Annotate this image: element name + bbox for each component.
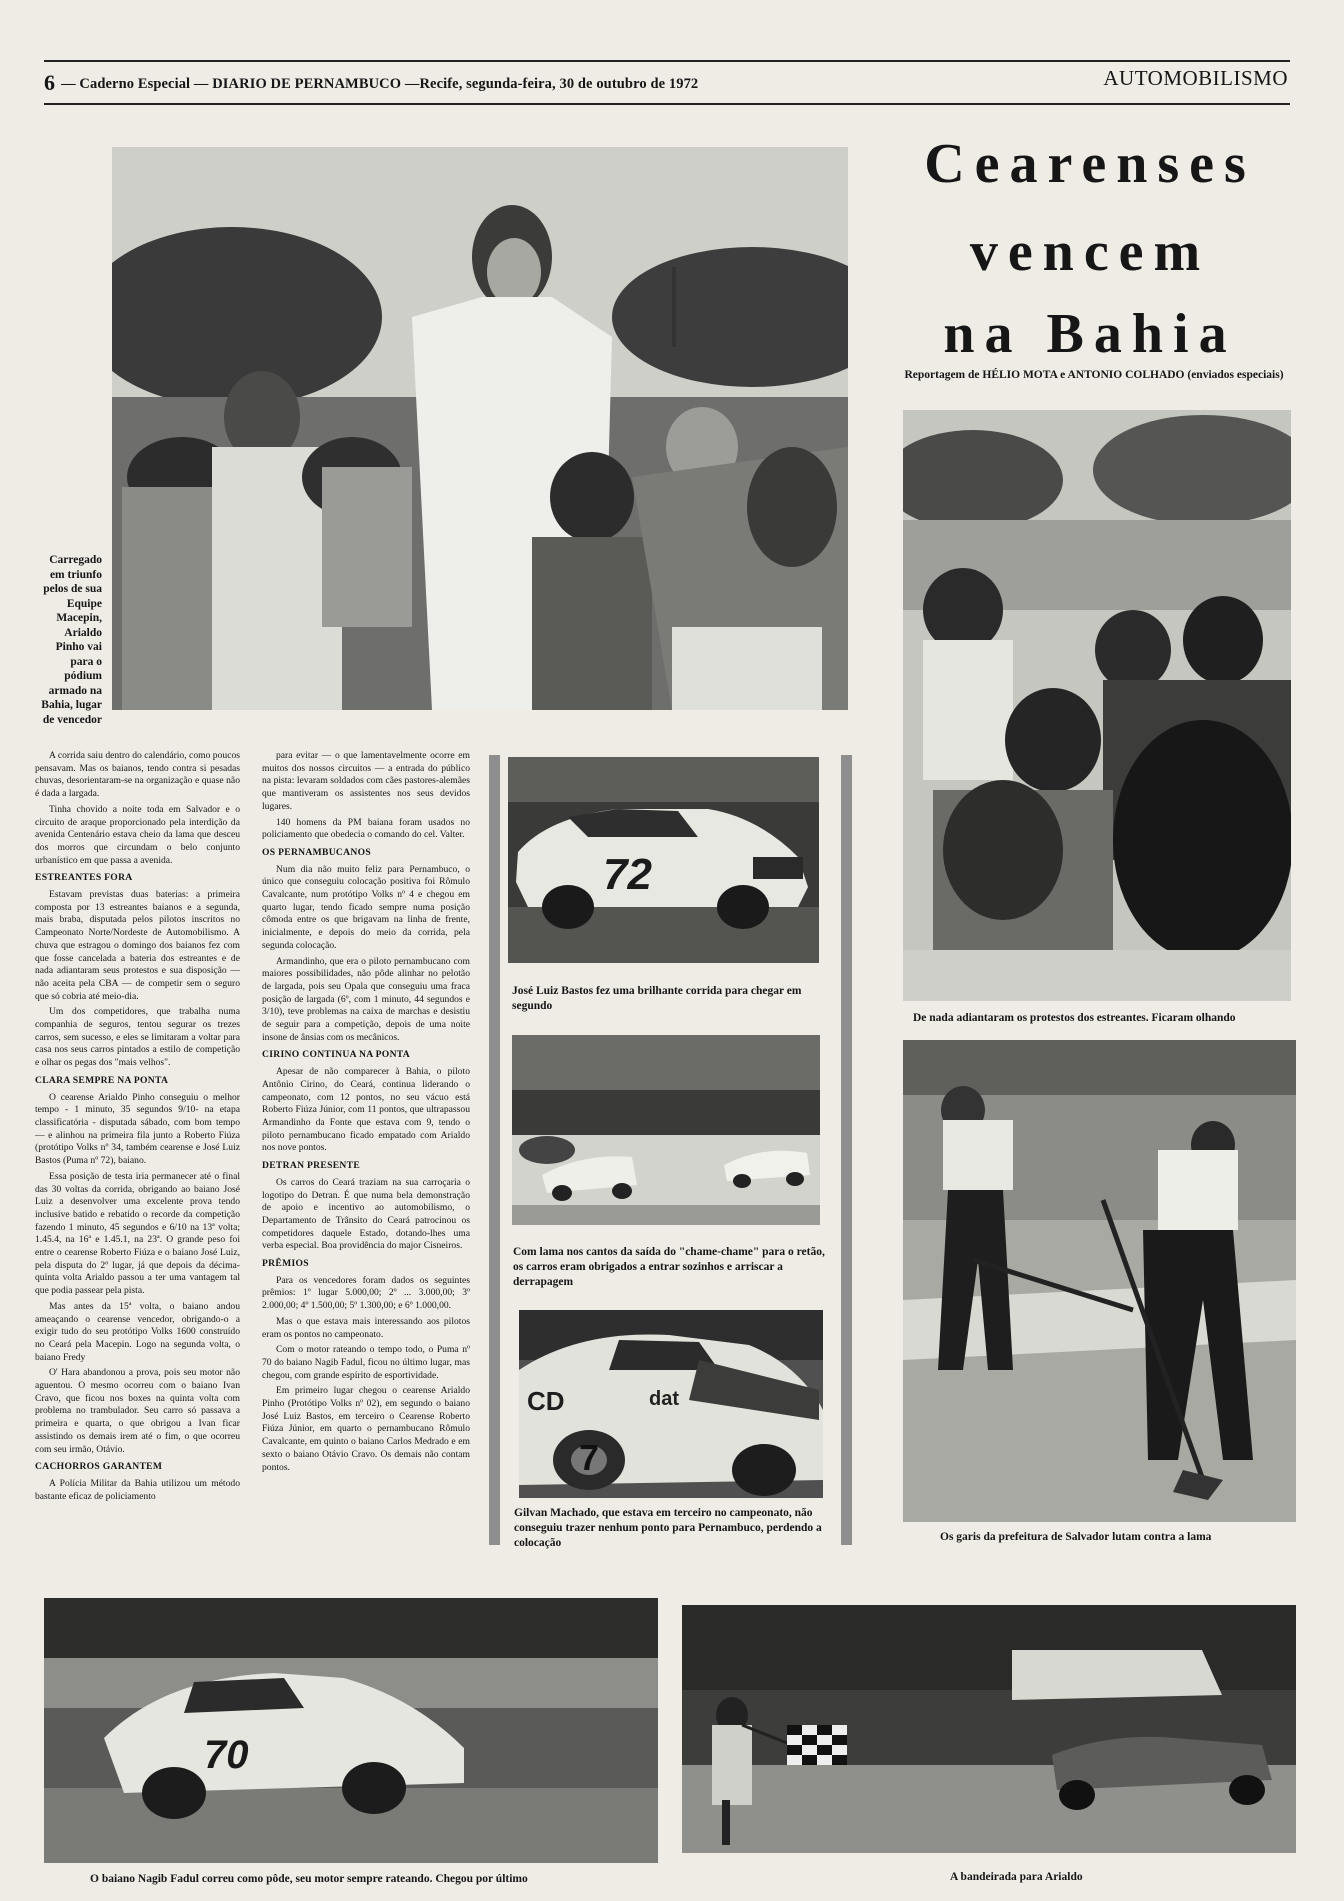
article-paragraph: Num dia não muito feliz para Pernambuco, o único que conseguiu colocação positiva foi Rômulo Cavalcante, num protótipo Volks nº 4 e chegou em quarto lugar, tendo ficado sempre numa posição cômoda entre os que brigavam na linha de frente, inicialmente, e depois do meio da corrida, pela segunda colocação. bbox=[262, 863, 470, 951]
article-paragraph: A corrida saiu dentro do calendário, como poucos pensavam. Mas os baianos, tendo contra si pesadas chuvas, desorientaram-se na organização e quase não é dada a largada. bbox=[35, 750, 240, 800]
car-cd-letters: CD bbox=[527, 1386, 565, 1416]
article-paragraph: Com o motor rateando o tempo todo, o Puma nº 70 do baiano Nagib Fadul, ficou no último lugar, mas chegou, com grande espírito de esportividade. bbox=[262, 1344, 470, 1381]
caption-crowd: De nada adiantaram os protestos dos estreantes. Ficaram olhando bbox=[913, 1012, 1236, 1024]
headline-line-1: Cearenses bbox=[924, 133, 1256, 195]
photo-mud-curve bbox=[512, 1035, 820, 1225]
article-paragraph: para evitar — o que lamentavelmente ocorre em muitos dos nossos circuitos — a entrada do público na pista: levaram soldados com cães pastores-alemães que mantiveram os assistentes nos seus devidos lugares. bbox=[262, 750, 470, 812]
article-paragraph: Tinha chovido a noite toda em Salvador e o circuito de araque proporcionado pela interdição da avenida Centenário estava cheio da lama que desceu dos morros que circundam o belo conjunto urbanístico em que passa a avenida. bbox=[35, 803, 240, 866]
car-cd-logo: dat bbox=[649, 1388, 679, 1410]
article-paragraph: Para os vencedores foram dados os seguintes prêmios: 1º lugar 5.000,00; 2º ... 3.000,00; 3º 2.000,00; 4º 1.500,00; 5º 1.300,00; e 6º 1.000,00. bbox=[262, 1274, 470, 1312]
photo-column-right-border bbox=[841, 755, 852, 1545]
article-subheading: OS PERNAMBUCANOS bbox=[262, 846, 372, 858]
article-subheading: CLARA SEMPRE NA PONTA bbox=[35, 1074, 169, 1086]
caption-main-photo: Carregado em triunfo pelos de sua Equipe Macepin, Arialdo Pinho vai para o pódium armado na Bahia, lugar de vencedor bbox=[41, 554, 102, 726]
article-paragraph: O' Hara abandonou a prova, pois seu motor não aguentou. O mesmo ocorreu com o baiano Ivan Cravo, que ficou nos boxes na quinta volta com problema no trambulador. Seu carro só passava a primeira e quarta, o que obrigou a Ivan ficar assistindo os demais irem até o fim, o que ocorreu com seu irmão, Otávio. bbox=[35, 1367, 240, 1455]
article-subheading: CACHORROS GARANTEM bbox=[35, 1461, 163, 1473]
main-photo-celebration bbox=[112, 147, 848, 710]
photo-car-72 bbox=[508, 757, 819, 963]
photo-crowd bbox=[903, 410, 1291, 1001]
caption-flag: A bandeirada para Arialdo bbox=[950, 1871, 1083, 1883]
article-paragraph: Em primeiro lugar chegou o cearense Arialdo Pinho (Protótipo Volks nº 02), em segundo o baiano José Luiz Bastos, em terceiro o Cearense Roberto Fiúza Júnior, em quarto o pernambucano Rômulo Cavalcante, em quinto o baiano Carlos Medrado e em sexto o baiano Otávio Cravo. Os demais não contam pontos. bbox=[262, 1385, 470, 1473]
caption-mud-curve: Com lama nos cantos da saída do "chame-chame" para o retão, os carros eram obrigados a entrar sozinhos e arriscar a derrapagem bbox=[513, 1246, 825, 1288]
photo-garis bbox=[903, 1040, 1296, 1522]
article-paragraph: Apesar de não comparecer à Bahia, o piloto Antônio Cirino, do Ceará, continua liderando o campeonato, com 12 pontos, no seu vácuo está Roberto Fiúza Júnior, com 11 pontos, que ultrapassou Armandinho da Fonte que estava com 9, tendo o piloto pernambucano ficado empatado com Arialdo nos nove pontos. bbox=[262, 1066, 470, 1154]
article-paragraph: Mas antes da 15ª volta, o baiano andou ameaçando o cearense vencedor, obrigando-o a exigir tudo do seu protótipo Volks 1600 construído no Ceará pela Macepin. Logo na segunda volta, o baiano Fredy bbox=[35, 1300, 240, 1363]
article-paragraph: Estavam previstas duas baterias: a primeira composta por 13 estreantes baianos e a segunda, mais braba, disputada pelos pilotos inscritos no Campeonato Norte/Nordeste de Automobilismo. A chuva que estragou o domingo dos baianos fez com que fosse cancelada a bateria dos estreantes e de nada adiantaram seus protestos e sua disposição — não aceita pela CBA — de competir sem o seguro que só cobria até meio-dia. bbox=[35, 889, 240, 1002]
caption-car-72: José Luiz Bastos fez uma brilhante corrida para chegar em segundo bbox=[512, 985, 802, 1012]
article-paragraph: A Polícia Militar da Bahia utilizou um método bastante eficaz de policiamento bbox=[35, 1477, 240, 1502]
headline-line-2: vencem bbox=[969, 221, 1211, 283]
byline: Reportagem de HÉLIO MOTA e ANTONIO COLHADO (enviados especiais) bbox=[904, 369, 1284, 381]
caption-garis: Os garis da prefeitura de Salvador lutam contra a lama bbox=[940, 1531, 1212, 1543]
header-line bbox=[44, 70, 698, 96]
caption-car-70: O baiano Nagib Fadul correu como pôde, seu motor sempre rateando. Chegou por último bbox=[90, 1873, 528, 1885]
article-paragraph: Armandinho, que era o piloto pernambucano com maiores possibilidades, não pôde alinhar no pelotão de largada, pois seu Opala que conseguiu uma fraca posição de largada (6º, com 1 minuto, 44 segundos e 3/10), teve problemas na caixa de marchas e desistiu de seguir para a competição, depois de uma noite insone de ânsias com os mecânicos. bbox=[262, 955, 470, 1043]
page-number: 6 bbox=[44, 70, 56, 95]
article-paragraph: 140 homens da PM baiana foram usados no policiamento que obedecia o comando do cel. Valter. bbox=[262, 816, 470, 841]
article-paragraph: Mas o que estava mais interessando aos pilotos eram os pontos no campeonato. bbox=[262, 1315, 470, 1340]
photo-column-left-border bbox=[489, 755, 500, 1545]
article-paragraph: Os carros do Ceará traziam na sua carroçaria o logotipo do Detran. É que numa bela demonstração de apoio e incentivo ao automobilismo, o Departamento de Trânsito do Ceará patrocinou os competidores daquele Estado, dotando-lhes uma verba especial. Boa providência do major Cisneiros. bbox=[262, 1176, 470, 1252]
article-column-2 bbox=[262, 750, 470, 1477]
article-subheading: PRÊMIOS bbox=[262, 1258, 309, 1270]
article-subheading: CIRINO CONTINUA NA PONTA bbox=[262, 1049, 411, 1061]
caption-gilvan: Gilvan Machado, que estava em terceiro no campeonato, não conseguiu trazer nenhum ponto para Pernambuco, perdendo a colocação bbox=[514, 1507, 822, 1549]
photo-car-70 bbox=[44, 1598, 658, 1863]
article-paragraph: O cearense Arialdo Pinho conseguiu o melhor tempo - 1 minuto, 35 segundos 9/10- na etapa classificatória - disputada sábado, com bom tempo — e alinhou na primeira fila junto a Roberto Fiúza (protótipo Volks nº 34, também cearense e José Luiz Bastos (Puma nº 72), baiano. bbox=[35, 1091, 240, 1167]
article-column-1 bbox=[35, 750, 240, 1506]
header-dateline: — Caderno Especial — DIARIO DE PERNAMBUCO —Recife, segunda-feira, 30 de outubro de 1972 bbox=[61, 76, 699, 92]
photo-gilvan-car bbox=[519, 1310, 823, 1498]
article-subheading: ESTREANTES FORA bbox=[35, 872, 133, 884]
headline-line-3: na Bahia bbox=[943, 303, 1237, 365]
header-top-rule bbox=[44, 60, 1290, 62]
car-cd-number: 7 bbox=[579, 1437, 600, 1478]
article-subheading: DETRAN PRESENTE bbox=[262, 1160, 361, 1172]
car-72-number: 72 bbox=[603, 850, 652, 899]
article-paragraph: Essa posição de testa iria permanecer até o final das 30 voltas da corrida, obrigando ao baiano José Luiz a desenvolver uma excelente prova tendo inclusive batido e rebatido o recorde da competição fazendo 1 minuto, 45 segundos e 6/10 na 13ª volta; 1.45.4, na 16ª e 1.45.1, na 23ª. O grande peso foi entre o cearense Roberto Fiúza e o baiano José Luiz, pela disputa do 2º lugar, já que depois da décima-quinta volta Arialdo passou a ter uma vantagem tal que podia passear pela pista. bbox=[35, 1170, 240, 1297]
car-70-number: 70 bbox=[204, 1733, 249, 1777]
photo-checkered-flag bbox=[682, 1605, 1296, 1853]
section-label: AUTOMOBILISMO bbox=[1103, 66, 1288, 90]
article-paragraph: Um dos competidores, que trabalha numa companhia de seguros, tentou segurar os trezes carros, sem sucesso, e eles se limitaram a voltar para casa nos seus carros pintados a estilo de competição e olhar os pegas dos "mais velhos". bbox=[35, 1006, 240, 1069]
header-bottom-rule bbox=[44, 103, 1290, 105]
